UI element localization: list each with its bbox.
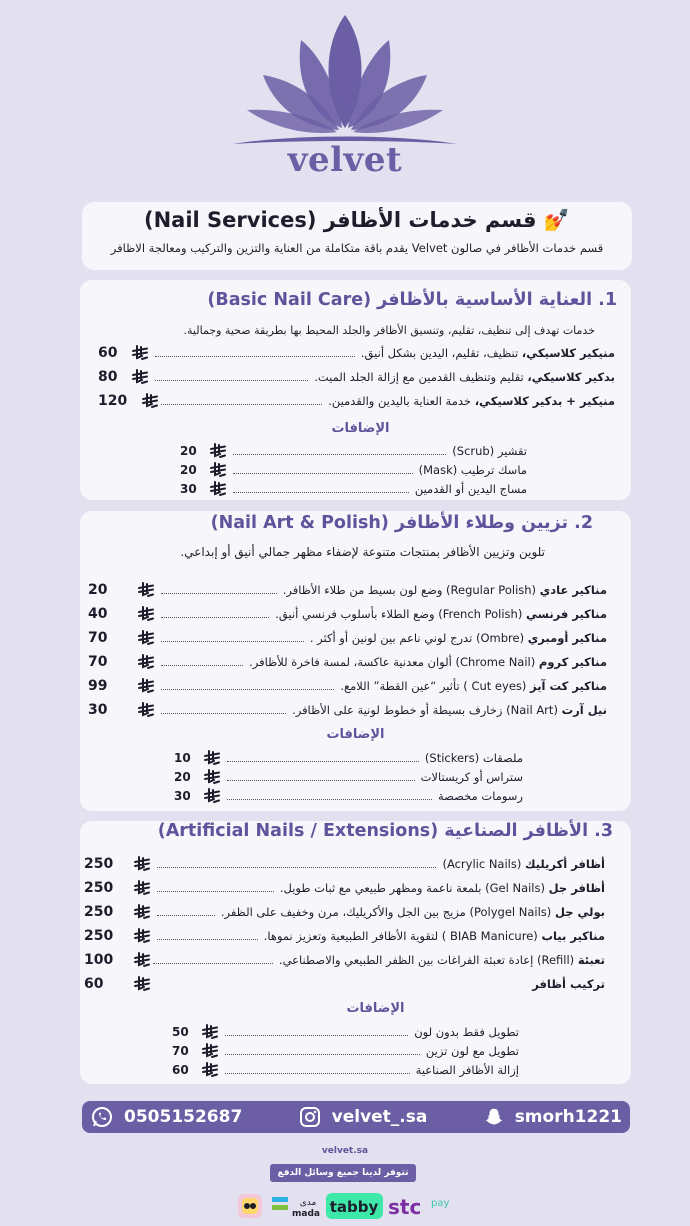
pay-text: pay — [431, 1198, 450, 1209]
riyal-icon — [131, 345, 149, 361]
snapchat-icon — [483, 1106, 505, 1128]
riyal-icon — [137, 702, 155, 718]
payment-methods — [236, 1192, 456, 1220]
riyal-icon — [133, 856, 151, 872]
addons-list — [174, 749, 523, 807]
website-link[interactable]: velvet.sa — [321, 1146, 369, 1156]
snapchat-handle[interactable]: smorh1221 — [514, 1107, 622, 1127]
list-item: نيل آرت (Nail Art) زخارف بسيطة أو خطوط لونية على الأظافر. 30 — [88, 702, 607, 718]
list-item: ملصقات (Stickers) 10 — [174, 751, 523, 765]
section-artificial-nails — [80, 821, 631, 1084]
list-item: ماسك ترطيب (Mask) 20 — [180, 463, 527, 477]
riyal-icon — [203, 788, 221, 804]
mada-en-text: mada — [292, 1209, 320, 1219]
riyal-icon — [133, 880, 151, 896]
list-item: إزالة الأظافر الصناعية 60 — [172, 1063, 519, 1077]
list-item: مناكير فرنسي (French Polish) وضع الطلاء بأسلوب فرنسي أنيق. 40 — [88, 606, 607, 622]
riyal-icon — [133, 976, 151, 992]
list-item: تطويل مع لون تزين 70 — [172, 1044, 519, 1058]
list-item: أظافر أكريليك (Acrylic Nails) 250 — [84, 856, 605, 872]
list-item: مساج اليدين أو القدمين 30 — [180, 482, 527, 496]
riyal-icon — [137, 630, 155, 646]
section-description: تلوين وتزيين الأظافر بمنتجات متنوعة لإضفاء مظهر جمالي أنيق أو إبداعي. — [180, 545, 545, 559]
riyal-icon — [209, 462, 227, 478]
contact-bar — [82, 1101, 630, 1133]
riyal-icon — [201, 1024, 219, 1040]
list-item: منيكير + بدكير كلاسيكي، خدمة العناية باليدين والقدمين. 120 — [98, 393, 615, 409]
riyal-icon — [203, 750, 221, 766]
tabby-text: tabby — [329, 1198, 379, 1216]
addons-list — [172, 1023, 519, 1081]
list-item: مناكير بياب (BIAB Manicure ) لتقوية الأظافر الطبيعية وتعزيز نموها. 250 — [84, 928, 605, 944]
section-nail-art — [80, 511, 631, 811]
whatsapp-icon — [90, 1105, 114, 1129]
riyal-icon — [133, 928, 151, 944]
riyal-icon — [209, 481, 227, 497]
payment-note: تتوفر لدينا جميع وسائل الدفع — [270, 1164, 416, 1182]
riyal-icon — [209, 443, 227, 459]
list-item: بولي جل (Polygel Nails) مزيج بين الجل والأكريليك، مرن وخفيف على الظفر. 250 — [84, 904, 605, 920]
services-list — [84, 855, 605, 995]
list-item: بدكير كلاسيكي، تقليم وتنظيف القدمين مع إزالة الجلد الميت. 80 — [98, 369, 615, 385]
riyal-icon — [133, 904, 151, 920]
section-basic-care — [80, 280, 631, 500]
list-item: تعبئة (Refill) إعادة تعبئة الفراغات بين الظفر الطبيعي والاصطناعي. 100 — [84, 952, 605, 968]
list-item: تقشير (Scrub) 20 — [180, 444, 527, 458]
header-card — [82, 202, 632, 270]
mada-logo — [272, 1197, 320, 1219]
riyal-icon — [141, 393, 159, 409]
list-item: مناكير كت آيز (Cut eyes ) تأثير “عين القطة” اللامع. 99 — [88, 678, 607, 694]
riyal-icon — [137, 606, 155, 622]
payment-logos — [236, 1192, 456, 1220]
addons-list — [180, 442, 527, 498]
apple-pay-icon — [238, 1194, 262, 1218]
riyal-icon — [201, 1062, 219, 1078]
lotus-icon — [225, 10, 465, 150]
addons-title: الإضافات — [326, 727, 385, 742]
list-item: تطويل فقط بدون لون 50 — [172, 1025, 519, 1039]
section-title: 1. العناية الأساسية بالأظافر (Basic Nail Care) — [207, 290, 617, 310]
services-list — [88, 581, 607, 721]
riyal-icon — [137, 582, 155, 598]
list-item: تركيب أظافر 60 — [84, 976, 605, 992]
addons-title: الإضافات — [346, 1001, 405, 1016]
list-item: مناكير عادي (Regular Polish) وضع لون بسيط من طلاء الأظافر. 20 — [88, 582, 607, 598]
list-item: مناكير كروم (Chrome Nail) ألوان معدنية عاكسة، لمسة فاخرة للأظافر. 70 — [88, 654, 607, 670]
instagram-handle[interactable]: velvet_.sa — [331, 1107, 428, 1127]
phone-number[interactable]: 0505152687 — [124, 1107, 243, 1127]
instagram-icon — [298, 1105, 322, 1129]
section-title: 2. تزيين وطلاء الأظافر (Nail Art & Polish) — [210, 513, 593, 533]
mada-ar-text: مدى — [299, 1198, 317, 1208]
list-item: ستراس أو كريستالات 20 — [174, 770, 523, 784]
stc-pay-logo — [388, 1195, 449, 1219]
page-title: 💅 قسم خدمات الأظافر (Nail Services) — [143, 208, 571, 232]
list-item: رسومات مخصصة 30 — [174, 789, 523, 803]
stc-text: stc — [388, 1195, 422, 1219]
riyal-icon — [133, 952, 151, 968]
list-item: منيكير كلاسيكي، تنظيف، تقليم، اليدين بشكل أنيق. 60 — [98, 345, 615, 361]
tabby-logo — [326, 1193, 383, 1219]
addons-title: الإضافات — [331, 421, 390, 436]
list-item: مناكير أومبري (Ombre) تدرج لوني ناعم بين لونين أو أكثر . 70 — [88, 630, 607, 646]
riyal-icon — [137, 678, 155, 694]
whatsapp-contact[interactable] — [90, 1105, 242, 1129]
instagram-contact[interactable] — [298, 1105, 428, 1129]
services-list — [98, 344, 615, 414]
list-item: أظافر جل (Gel Nails) بلمعة ناعمة ومظهر طبيعي مع ثبات طويل. 250 — [84, 880, 605, 896]
section-title: 3. الأظافر الصناعية (Artificial Nails / Extensions) — [157, 821, 613, 841]
brand-name: velvet — [287, 140, 403, 180]
snapchat-contact[interactable] — [483, 1106, 622, 1128]
section-description: خدمات تهدف إلى تنظيف، تقليم، وتنسيق الأظافر والجلد المحيط بها بطريقة صحية وجمالية. — [183, 324, 595, 337]
riyal-icon — [137, 654, 155, 670]
riyal-icon — [131, 369, 149, 385]
riyal-icon — [201, 1043, 219, 1059]
page-description: قسم خدمات الأظافر في صالون Velvet يقدم باقة متكاملة من العناية والتزين والتركيب ومعالجة الاظافر — [110, 241, 604, 255]
riyal-icon — [203, 769, 221, 785]
